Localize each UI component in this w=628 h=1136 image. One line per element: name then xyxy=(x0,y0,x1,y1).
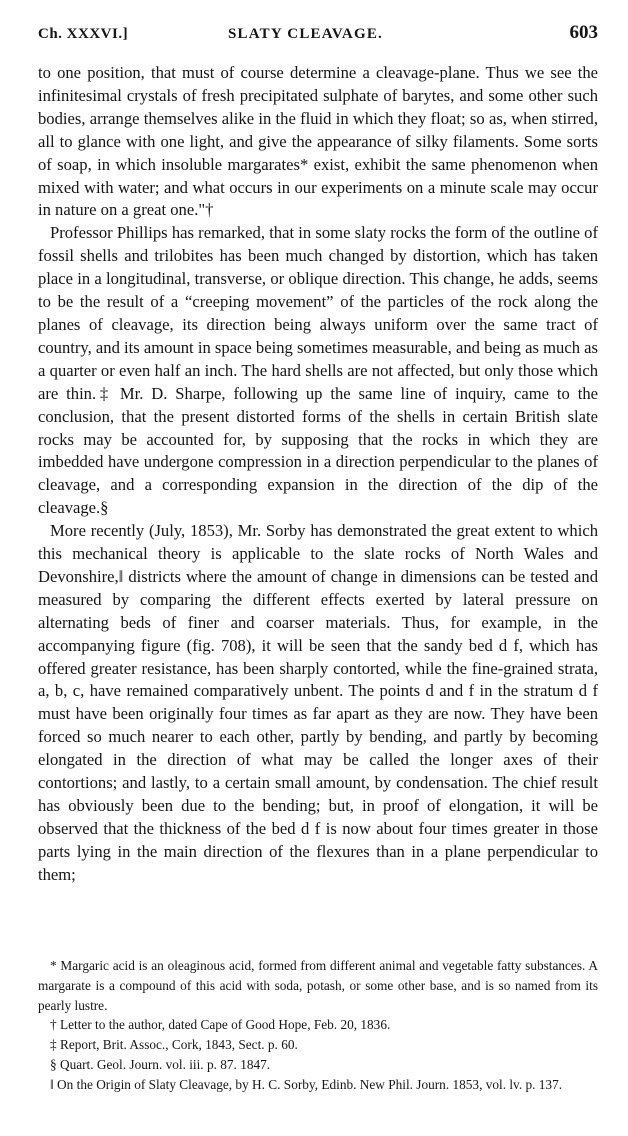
body-text xyxy=(38,62,598,887)
footnote-margaric: * Margaric acid is an oleaginous acid, formed from different animal and vegetable fatty substances. A margarate is a compound of this acid with soda, potash, or some other base, and is so named from its pearly lustre. xyxy=(38,958,598,1013)
chapter-label: Ch. XXXVI.] xyxy=(38,26,129,42)
page-number: 603 xyxy=(569,22,598,43)
footnote-quart-geol: § Quart. Geol. Journ. vol. iii. p. 87. 1847. xyxy=(50,1056,271,1072)
paragraph-2: Professor Phillips has remarked, that in some slaty rocks the form of the outline of fossil shells and trilobites has been much changed by distortion, which has taken place in a longitudinal, transverse, or oblique direction. This change, he adds, seems to be the result of a “creeping movement” of the particles of the rock along the planes of cleavage, its direction being always uniform over the same tract of country, and its amount in space being sometimes measurable, and being as much as a quarter or even half an inch. The hard shells are not affected, but only those which are thin.‡ Mr. D. Sharpe, following up the same line of inquiry, came to the conclusion, that the present distorted forms of the shells in certain British slate rocks may be accounted for, by supposing that the rocks in which they are imbedded have undergone compression in a direction perpendicular to the planes of cleavage, and a corresponding expansion in the direction of the dip of the cleavage.§ xyxy=(38,223,598,518)
footnote-sorby: ‖ On the Origin of Slaty Cleavage, by H. C. Sorby, Edinb. New Phil. Journ. 1853, vol. lv. p. 137. xyxy=(50,1076,563,1092)
footnote-letter: † Letter to the author, dated Cape of Good Hope, Feb. 20, 1836. xyxy=(50,1017,391,1033)
running-title: SLATY CLEAVAGE. xyxy=(228,26,383,42)
footnotes xyxy=(38,956,598,1095)
footnote-report: ‡ Report, Brit. Assoc., Cork, 1843, Sect. p. 60. xyxy=(50,1037,298,1053)
paragraph-3: More recently (July, 1853), Mr. Sorby has demonstrated the great extent to which this mechanical theory is applicable to the slate rocks of North Wales and Devonshire,‖ districts where the amount of change in dimensions can be tested and measured by comparing the different effects exerted by lateral pressure on alternating beds of finer and coarser materials. Thus, for example, in the accompanying figure (fig. 708), it will be seen that the sandy bed d f, which has offered greater resistance, has been sharply contorted, while the fine-grained strata, a, b, c, have remained comparatively unbent. The points d and f in the stratum d f must have been originally four times as far apart as they are now. They have been forced so much nearer to each other, partly by bending, and partly by becoming elongated in the direction of what may be called the longer axes of their contortions; and lastly, to a certain small amount, by condensation. The chief result has obviously been due to the bending; but, in proof of elongation, it will be observed that the thickness of the bed d f is now about four times greater in those parts lying in the main direction of the flexures than in a plane perpendicular to them; xyxy=(38,521,598,884)
paragraph-1: to one position, that must of course determine a cleavage-plane. Thus we see the infinitesimal crystals of fresh precipitated sulphate of barytes, and some other such bodies, arrange themselves alike in the fluid in which they float; so as, when stirred, all to glance with one light, and give the appearance of silky filaments. Some sorts of soap, in which insoluble margarates* exist, exhibit the same phenomenon when mixed with water; and what occurs in our experiments on a minute scale may occur in nature on a great one."† xyxy=(38,63,598,220)
running-head xyxy=(38,22,598,46)
